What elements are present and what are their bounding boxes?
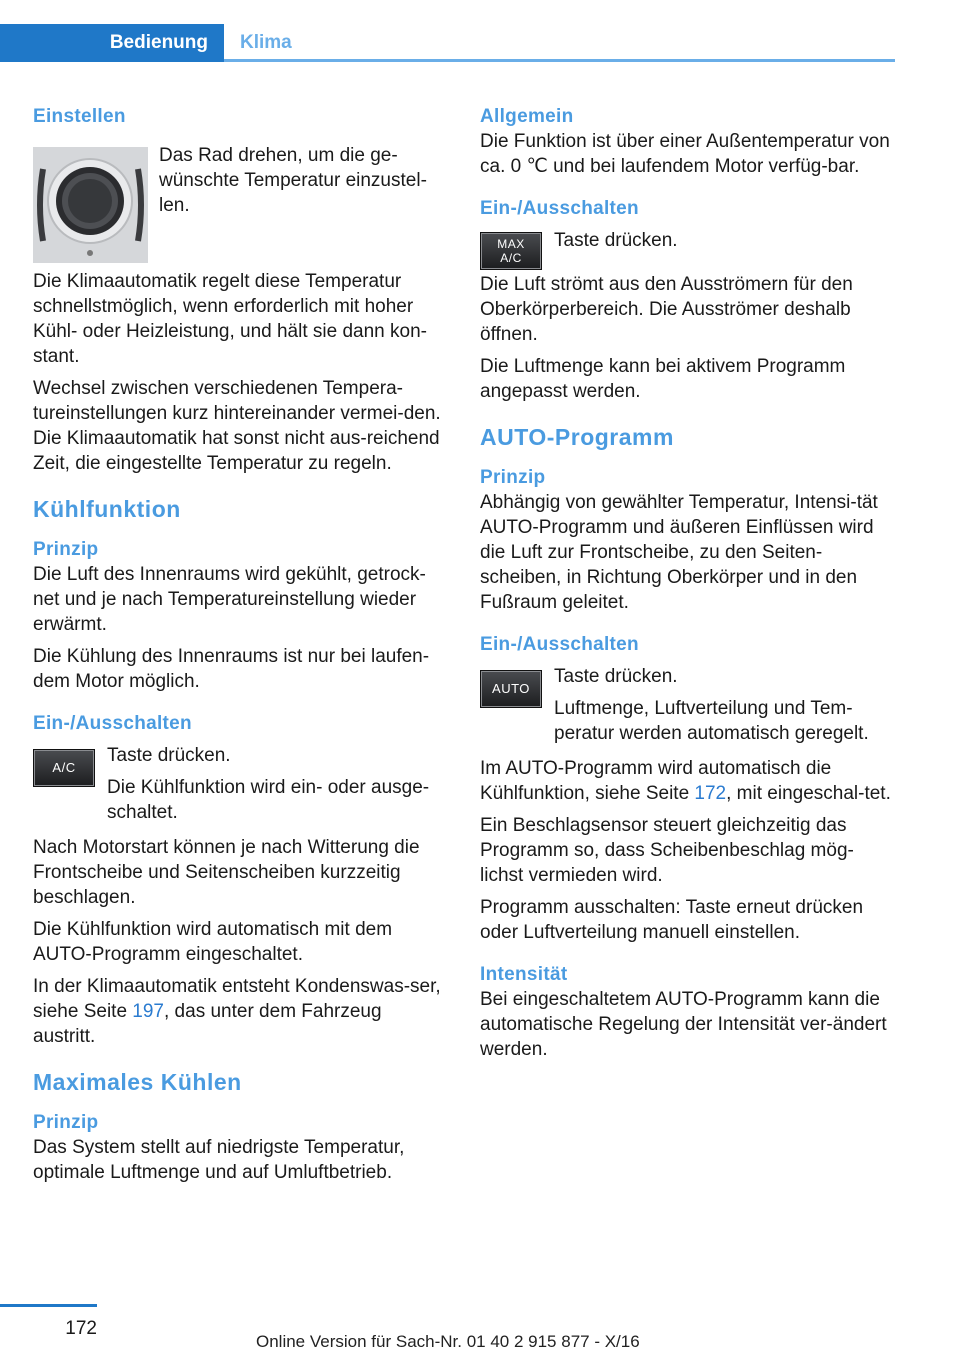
- page-link-197[interactable]: 197: [132, 1001, 164, 1022]
- auto-prinzip-para: Abhängig von gewählter Temperatur, Intensi‐tät AUTO-Programm und äußeren Einflüssen wird die Luft zur Frontscheibe, zu den Seiten‐scheiben, in Richtung Oberkörper und in den Fußraum geleitet.: [480, 492, 878, 613]
- kuehl-prinzip-heading: Prinzip: [33, 539, 99, 560]
- online-version-text: Online Version für Sach-Nr. 01 40 2 915 877 - X/16: [256, 1332, 640, 1351]
- right-para-4: Ein Beschlagsensor steuert gleichzeitig das Programm so, dass Scheibenbeschlag mög‐lichst vermieden wird.: [480, 815, 854, 886]
- left-para-1: Die Klimaautomatik regelt diese Temperatur schnellstmöglich, wenn erforderlich mit hoher Kühl- oder Heizleistung, und hält sie dann kon‐stant.: [33, 271, 427, 367]
- intensitaet-para: Bei eingeschaltetem AUTO-Programm kann die automatische Regelung der Intensität ver‐ändert werden.: [480, 989, 887, 1060]
- kuehl-para-1: Die Luft des Innenraums wird gekühlt, getrock‐net und je nach Temperatureinstellung wieder erwärmt.: [33, 564, 426, 635]
- kuehl-einaus-heading: Ein-/Ausschalten: [33, 713, 192, 734]
- auto-line-1: Taste drücken.: [554, 666, 678, 687]
- left-para-3: Nach Motorstart können je nach Witterung die Frontscheibe und Seitenscheiben kurzzeitig beschlagen.: [33, 837, 420, 908]
- page-number: 172: [65, 1318, 97, 1339]
- right-para-2: Die Luftmenge kann bei aktivem Programm angepasst werden.: [480, 356, 846, 402]
- max-ac-button[interactable]: [480, 232, 542, 270]
- footer-rule: [0, 1304, 97, 1307]
- left-column: [33, 104, 448, 1192]
- auto-prinzip-heading: Prinzip: [480, 467, 546, 488]
- auto-button[interactable]: AUTO: [480, 670, 542, 708]
- max-kuehlen-heading: Maximales Kühlen: [33, 1069, 242, 1095]
- auto-einaus-heading: Ein-/Ausschalten: [480, 634, 639, 655]
- left-para-4: Die Kühlfunktion wird automatisch mit dem AUTO-Programm eingeschaltet.: [33, 919, 393, 965]
- max-para-1: Das System stellt auf niedrigste Temperatur, optimale Luftmenge und auf Umluftbetrieb.: [33, 1137, 405, 1183]
- allgemein-para: Die Funktion ist über einer Außentemperatur von ca. 0 ℃ und bei laufendem Motor verfüg‐bar.: [480, 131, 890, 177]
- kuehlfunktion-heading: Kühlfunktion: [33, 496, 181, 522]
- left-para-2: Wechsel zwischen verschiedenen Tempera‐tureinstellungen kurz hintereinander vermei‐den. Die Klimaautomatik hat sonst nicht aus‐reichend Zeit, die eingestellte Temperatur zu regeln.: [33, 378, 441, 474]
- auto-programm-heading: AUTO-Programm: [480, 424, 674, 450]
- allgemein-heading: Allgemein: [480, 106, 574, 127]
- max-einaus-heading: Ein-/Ausschalten: [480, 198, 639, 219]
- left-para-5: In der Klimaautomatik entsteht Kondenswas‐ser, siehe Seite 197, das unter dem Fahrzeug austritt.: [33, 976, 441, 1047]
- ac-line-2: Die Kühlfunktion wird ein- oder ausge‐schaltet.: [107, 777, 430, 823]
- kuehl-para-2: Die Kühlung des Innenraums ist nur bei laufen‐dem Motor möglich.: [33, 646, 430, 692]
- max-line-1: Taste drücken.: [554, 230, 678, 251]
- right-column: [480, 104, 895, 1069]
- tab-bedienung[interactable]: [0, 24, 224, 62]
- max-ac-button-top: MAX: [497, 237, 525, 251]
- right-para-1: Die Luft strömt aus den Ausströmern für den Oberkörperbereich. Die Ausströmer deshalb öffnen.: [480, 274, 853, 345]
- einstellen-heading: Einstellen: [33, 106, 126, 127]
- header-tabs: [0, 24, 895, 62]
- auto-line-2: Luftmenge, Luftverteilung und Tem‐peratur werden automatisch geregelt.: [554, 698, 869, 744]
- tab-klima[interactable]: Klima: [240, 32, 292, 53]
- tab-bedienung-label: Bedienung: [109, 32, 208, 53]
- right-para-5: Programm ausschalten: Taste erneut drücken oder Luftverteilung manuell einstellen.: [480, 897, 864, 943]
- ac-button[interactable]: A/C: [33, 749, 95, 787]
- page-link-172[interactable]: 172: [694, 783, 727, 804]
- header-rule: [224, 59, 895, 62]
- max-ac-button-bottom: A/C: [500, 251, 522, 265]
- max-prinzip-heading: Prinzip: [33, 1112, 99, 1133]
- right-para-3: Im AUTO-Programm wird automatisch die Kühlfunktion, siehe Seite 172, mit eingeschal‐tet.: [480, 758, 891, 804]
- einstellen-text: Das Rad drehen, um die ge‐wünschte Temperatur einzustel‐len.: [159, 145, 427, 216]
- intensitaet-heading: Intensität: [480, 964, 568, 985]
- temperature-dial-figure: [33, 147, 148, 263]
- ac-line-1: Taste drücken.: [107, 745, 231, 766]
- dial-icon: [33, 147, 148, 263]
